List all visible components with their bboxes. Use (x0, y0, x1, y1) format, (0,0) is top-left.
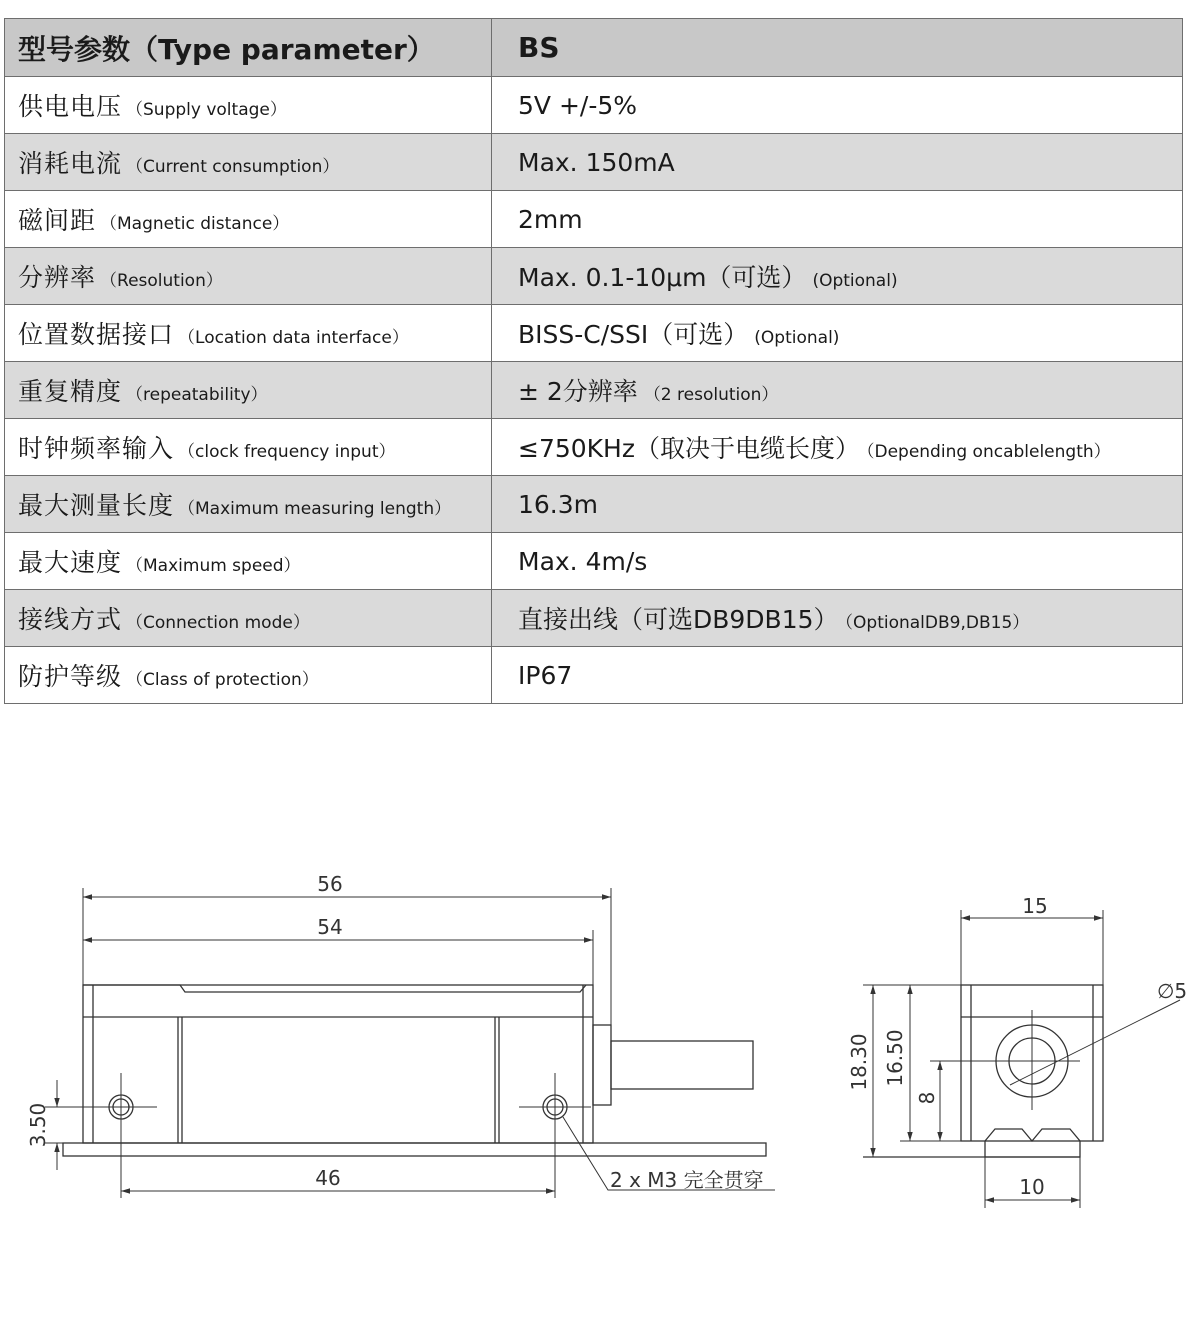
cable-gland (593, 1025, 611, 1105)
param-name-en: （Location data interface） (178, 328, 409, 348)
param-name-en: （Maximum measuring length） (178, 499, 452, 519)
param-value: BISS-C/SSI（可选） (518, 320, 749, 349)
param-name-zh: 消耗电流 (18, 149, 123, 178)
param-value: 2mm (518, 204, 583, 234)
param-value-en: （2 resolution） (643, 385, 779, 405)
param-name-en: （clock frequency input） (178, 442, 396, 462)
param-name-zh: 接线方式 (18, 605, 123, 634)
dim-15: 15 (1022, 894, 1048, 918)
param-value: ≤750KHz（取决于电缆长度） (518, 434, 860, 463)
diameter-leader (1010, 1000, 1180, 1085)
param-name-en: （Current consumption） (126, 157, 340, 177)
param-name-en: （Class of protection） (126, 670, 319, 690)
param-value: 16.3m (518, 489, 599, 519)
param-name-en: （Magnetic distance） (100, 214, 290, 234)
param-name-zh: 分辨率 (18, 263, 97, 292)
param-name-zh: 最大速度 (18, 548, 123, 577)
param-value: Max. 150mA (518, 147, 675, 177)
param-name-en: （Maximum speed） (126, 556, 301, 576)
base-plate (63, 1143, 766, 1156)
dim-56: 56 (317, 872, 343, 896)
param-name-zh: 重复精度 (18, 377, 123, 406)
param-value: IP67 (518, 660, 573, 690)
param-value: Max. 4m/s (518, 546, 648, 576)
param-name-en: （Connection mode） (126, 613, 310, 633)
param-value: 5V +/-5% (518, 90, 638, 120)
param-value: 直接出线（可选DB9DB15） (518, 605, 839, 634)
dim-18-30: 18.30 (847, 1033, 871, 1091)
param-name-zh: 位置数据接口 (18, 320, 175, 349)
dim-10: 10 (1019, 1175, 1045, 1199)
param-value-en: （Depending oncablelength） (865, 442, 1111, 462)
param-value-en: (Optional) (812, 271, 898, 291)
param-name-zh: 供电电压 (18, 92, 123, 121)
param-name-en: （Resolution） (100, 271, 223, 291)
param-name-en: （Supply voltage） (126, 100, 287, 120)
cable (611, 1041, 753, 1089)
dim-46: 46 (315, 1166, 341, 1190)
side-foot (985, 1129, 1080, 1157)
param-name-en: （repeatability） (126, 385, 268, 405)
dim-3-50: 3.50 (26, 1102, 50, 1148)
dim-diameter-5: ∅5 (1157, 979, 1188, 1003)
param-name-zh: 最大测量长度 (18, 491, 175, 520)
dim-16-50: 16.50 (883, 1029, 907, 1087)
param-value-en: (Optional) (754, 328, 840, 348)
param-name-zh: 磁间距 (18, 206, 97, 235)
dim-54: 54 (317, 915, 343, 939)
model-header: BS (492, 19, 1183, 77)
sensor-body (83, 985, 593, 1143)
front-view (63, 985, 766, 1156)
dim-8: 8 (915, 1091, 939, 1105)
param-value: ± 2分辨率 (518, 377, 638, 406)
param-value: Max. 0.1-10μm（可选） (518, 263, 807, 292)
body-top-groove (83, 985, 586, 992)
param-value-en: （OptionalDB9,DB15） (844, 613, 1030, 633)
mount-note: 2 x M3 完全贯穿 (610, 1168, 764, 1192)
param-name-zh: 时钟频率输入 (18, 434, 175, 463)
param-name-zh: 防护等级 (18, 662, 123, 691)
param-header: 型号参数（Type parameter） (5, 19, 492, 77)
